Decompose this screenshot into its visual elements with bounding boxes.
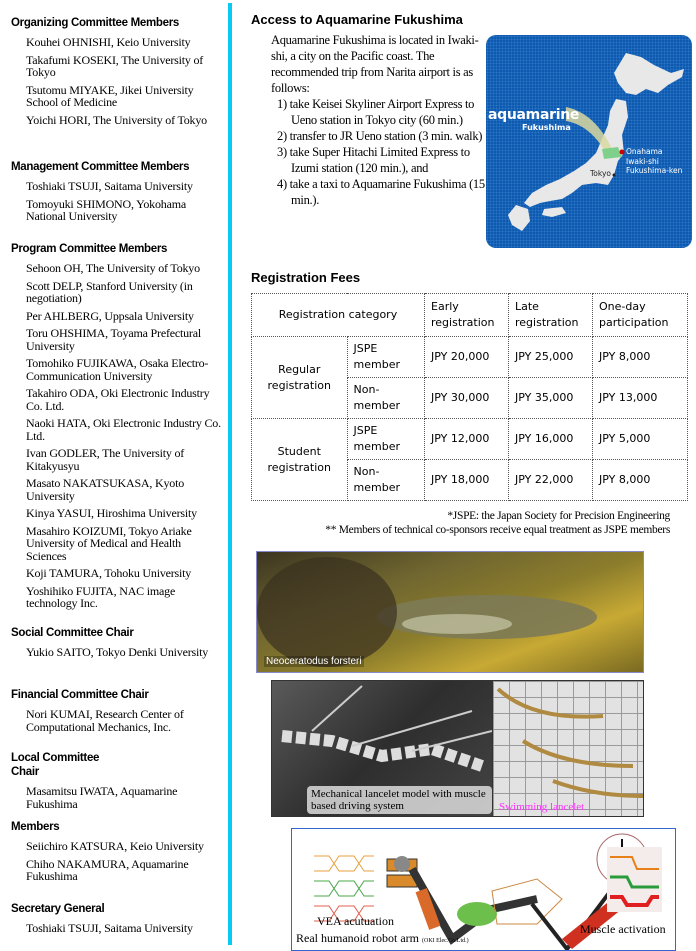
committee-member: Yoichi HORI, The University of Tokyo [26,112,207,127]
header-late: Late registration [509,294,593,337]
committee-member: Seiichiro KATSURA, Keio University [26,839,204,853]
japan-map [486,35,692,248]
table-row [252,337,688,378]
access-title: Access to Aquamarine Fukushima [251,12,463,27]
access-step: 3) take Super Hitachi Limited Express to Izumi station (120 min.), and [277,145,470,175]
committee-member: Toshiaki TSUJI, Saitama University [26,921,193,935]
committee-member: Takahiro ODA, Oki Electronic Industry Co. Ltd. [26,386,210,413]
member-type: JSPE member [347,419,424,460]
column-divider [228,3,232,945]
committee-member: Chiho NAKAMURA, Aquamarine Fukushima [26,856,189,883]
fee-late: JPY 25,000 [509,337,593,378]
note-jspe: *JSPE: the Japan Society for Precision Engineering [447,510,670,522]
fee-oneday: JPY 8,000 [593,337,688,378]
committee-member: Masamitsu IWATA, Aquamarine Fukushima [26,784,178,811]
access-description [271,32,489,208]
access-step: 4) take a taxi to Aquamarine Fukushima (15 min.). [277,177,485,207]
committee-member: Ivan GODLER, The University of Kitakyusyu [26,446,185,473]
mechanical-lancelet-photo [271,680,493,817]
committee-title: Management Committee Members [11,161,190,173]
map-location-line: Fukushima-ken [626,166,683,175]
group-regular: Regular registration [252,337,348,419]
table-header-row [252,294,688,337]
vea-graph [314,856,374,921]
rock [257,557,397,667]
committee-member: Kouhei OHNISHI, Keio University [26,35,191,49]
robot-arm-figure [291,828,676,951]
committee-member: Naoki HATA, Oki Electronic Industry Co. Ltd. [26,416,221,443]
member-type: Non-member [347,378,424,419]
fees-title: Registration Fees [251,270,361,285]
fee-late: JPY 22,000 [509,460,593,501]
committee-member: Koji TAMURA, Tohoku University [26,566,192,580]
japan-land-hokkaido [614,53,684,95]
swimming-lancelet-photo [492,680,644,817]
committee-member: Nori KUMAI, Research Center of Computational Mechanics, Inc. [26,707,184,734]
committee-section [0,242,226,615]
map-tokyo-label: Tokyo [590,169,611,178]
committee-member: Tsutomu MIYAKE, Jikei University School of Medicine [26,82,194,109]
committee-member: Yukio SAITO, Tokyo Denki University [26,645,209,659]
fee-oneday: JPY 8,000 [593,460,688,501]
committee-section [0,902,226,940]
member-type: JSPE member [347,337,424,378]
committee-section [0,751,226,815]
lungfish-photo [256,551,644,673]
committee-section [0,688,226,738]
lancelet-2 [523,741,633,766]
robot-credit: (OKI Elec.Co.Ltd.) [421,938,469,944]
map-brand-sub: Fukushima [522,123,571,132]
committee-section [0,160,226,228]
muscle-caption: Muscle activation [580,922,666,936]
fees-table [251,293,688,501]
lungfish-belly [402,614,512,634]
location-marker-icon [620,150,625,155]
access-step: 1) take Keisei Skyliner Airport Express to Ueno station in Tokyo city (60 min.) [277,97,475,127]
map-location-line: Iwaki-shi [626,156,659,166]
note-cosponsors: ** Members of technical co-sponsors receive equal treatment as JSPE members [325,524,670,536]
access-intro: Aquamarine Fukushima is located in Iwaki-shi, a city on the Pacific coast. The recommended trip from Narita airport is as follows: [271,33,479,95]
fee-early: JPY 30,000 [425,378,509,419]
header-early: Early registration [425,294,509,337]
committee-title: Social Committee Chair [11,627,134,639]
mechanical-lancelet-caption: Mechanical lancelet model with muscle based driving system [307,786,492,814]
committee-title: Local Committee Chair [11,752,100,778]
fee-early: JPY 20,000 [425,337,509,378]
committee-member: Per AHLBERG, Uppsala University [26,308,194,323]
committee-title: Financial Committee Chair [11,689,149,701]
fee-notes [325,509,670,537]
map-location-label [626,147,682,176]
map-brand: aquamarine [488,107,580,123]
table-row [252,419,688,460]
committee-member: Yoshihiko FUJITA, NAC image technology Inc. [26,583,176,610]
committee-member: Toru OHSHIMA, Toyama Prefectural University [26,326,201,353]
committee-member: Masato NAKATSUKASA, Kyoto University [26,476,185,503]
japan-land-shikoku [542,207,566,217]
committee-title: Program Committee Members [11,243,168,255]
fee-oneday: JPY 13,000 [593,378,688,419]
lancelet-3 [553,781,643,796]
committee-member: Tomoyuki SHIMONO, Yokohama National University [26,196,186,223]
committee-title: Members [11,821,60,833]
committee-title: Secretary General [11,903,105,915]
fee-late: JPY 35,000 [509,378,593,419]
committee-member: Sehoon OH, The University of Tokyo [26,261,200,275]
access-step: 2) transfer to JR Ueno station (3 min. walk) [277,129,483,143]
committee-member: Scott DELP, Stanford University (in negotiation) [26,278,193,305]
lungfish-caption: Neoceratodus forsteri [266,656,362,667]
header-category: Registration category [252,294,425,337]
map-location-line: Onahama [626,147,663,156]
committee-section [0,820,226,888]
committee-member: Masahiro KOIZUMI, Tokyo Ariake University of Medical and Health Sciences [26,523,192,563]
fee-late: JPY 16,000 [509,419,593,460]
fee-early: JPY 12,000 [425,419,509,460]
committee-member: Tomohiko FUJIKAWA, Osaka Electro-Communication University [26,356,209,383]
member-type: Non-member [347,460,424,501]
committee-section [0,626,226,664]
muscle-activation-graph [607,847,662,912]
fee-early: JPY 18,000 [425,460,509,501]
swimming-lancelet-caption: Swimming lancelet [499,801,585,813]
fee-oneday: JPY 5,000 [593,419,688,460]
committee-member: Takafumi KOSEKI, The University of Tokyo [26,52,204,79]
group-student: Student registration [252,419,348,501]
vea-caption: VEA acutuation [317,914,394,928]
tokyo-marker-icon [613,174,616,177]
header-oneday: One-day participation [593,294,688,337]
committee-member: Kinya YASUI, Hiroshima University [26,506,197,520]
committee-section [0,16,226,131]
committee-title: Organizing Committee Members [11,17,179,29]
robot-caption-text: Real humanoid robot arm [296,931,419,945]
committee-member: Toshiaki TSUJI, Saitama University [26,179,193,193]
lancelet-1 [498,689,603,717]
japan-land-kyushu [508,205,530,231]
robot-caption [296,931,469,946]
